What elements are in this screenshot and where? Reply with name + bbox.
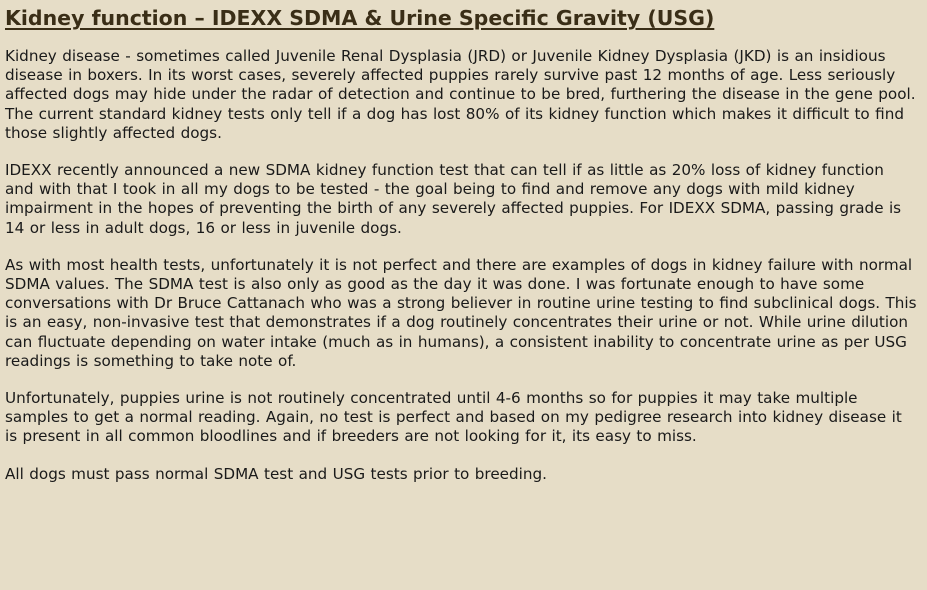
paragraph-idexx-sdma: IDEXX recently announced a new SDMA kidney function test that can tell if as little as 20% loss of kidney function and with that I took in all my dogs to be tested - the goal being to find and remove any dogs with mild kidney impairment in the hopes of preventing the birth of any severely affected puppies. For IDEXX SDMA, passing grade is 14 or less in adult dogs, 16 or less in juvenile dogs.: [5, 161, 902, 237]
paragraph-puppy-samples: Unfortunately, puppies urine is not routinely concentrated until 4-6 months so for puppies it may take multiple samples to get a normal reading. Again, no test is perfect and based on my pedigree research into kidney disease it is present in all common bloodlines and if breeders are not looking for it, its easy to miss.: [5, 389, 902, 446]
paragraph-jrd-intro: Kidney disease - sometimes called Juvenile Renal Dysplasia (JRD) or Juvenile Kidney Dysplasia (JKD) is an insidious disease in boxers. In its worst cases, severely affected puppies rarely survive past 12 months of age. Less seriously affected dogs may hide under the radar of detection and continue to be bred, furthering the disease in the gene pool. The current standard kidney tests only tell if a dog has lost 80% of its kidney function which makes it difficult to find those slightly affected dogs.: [5, 47, 916, 142]
page-title: Kidney function – IDEXX SDMA & Urine Specific Gravity (USG): [5, 6, 715, 30]
paragraph-breeding-requirement: All dogs must pass normal SDMA test and USG tests prior to breeding.: [5, 464, 547, 483]
paragraph-usg-testing: As with most health tests, unfortunately it is not perfect and there are examples of dogs in kidney failure with normal SDMA values. The SDMA test is also only as good as the day it was done. I was fortunate enough to have some conversations with Dr Bruce Cattanach who was a strong believer in routine urine testing to find subclinical dogs. This is an easy, non-invasive test that demonstrates if a dog routinely concentrates their urine or not. While urine dilution can fluctuate depending on water intake (much as in humans), a consistent inability to concentrate urine as per USG readings is something to take note of.: [5, 255, 917, 370]
